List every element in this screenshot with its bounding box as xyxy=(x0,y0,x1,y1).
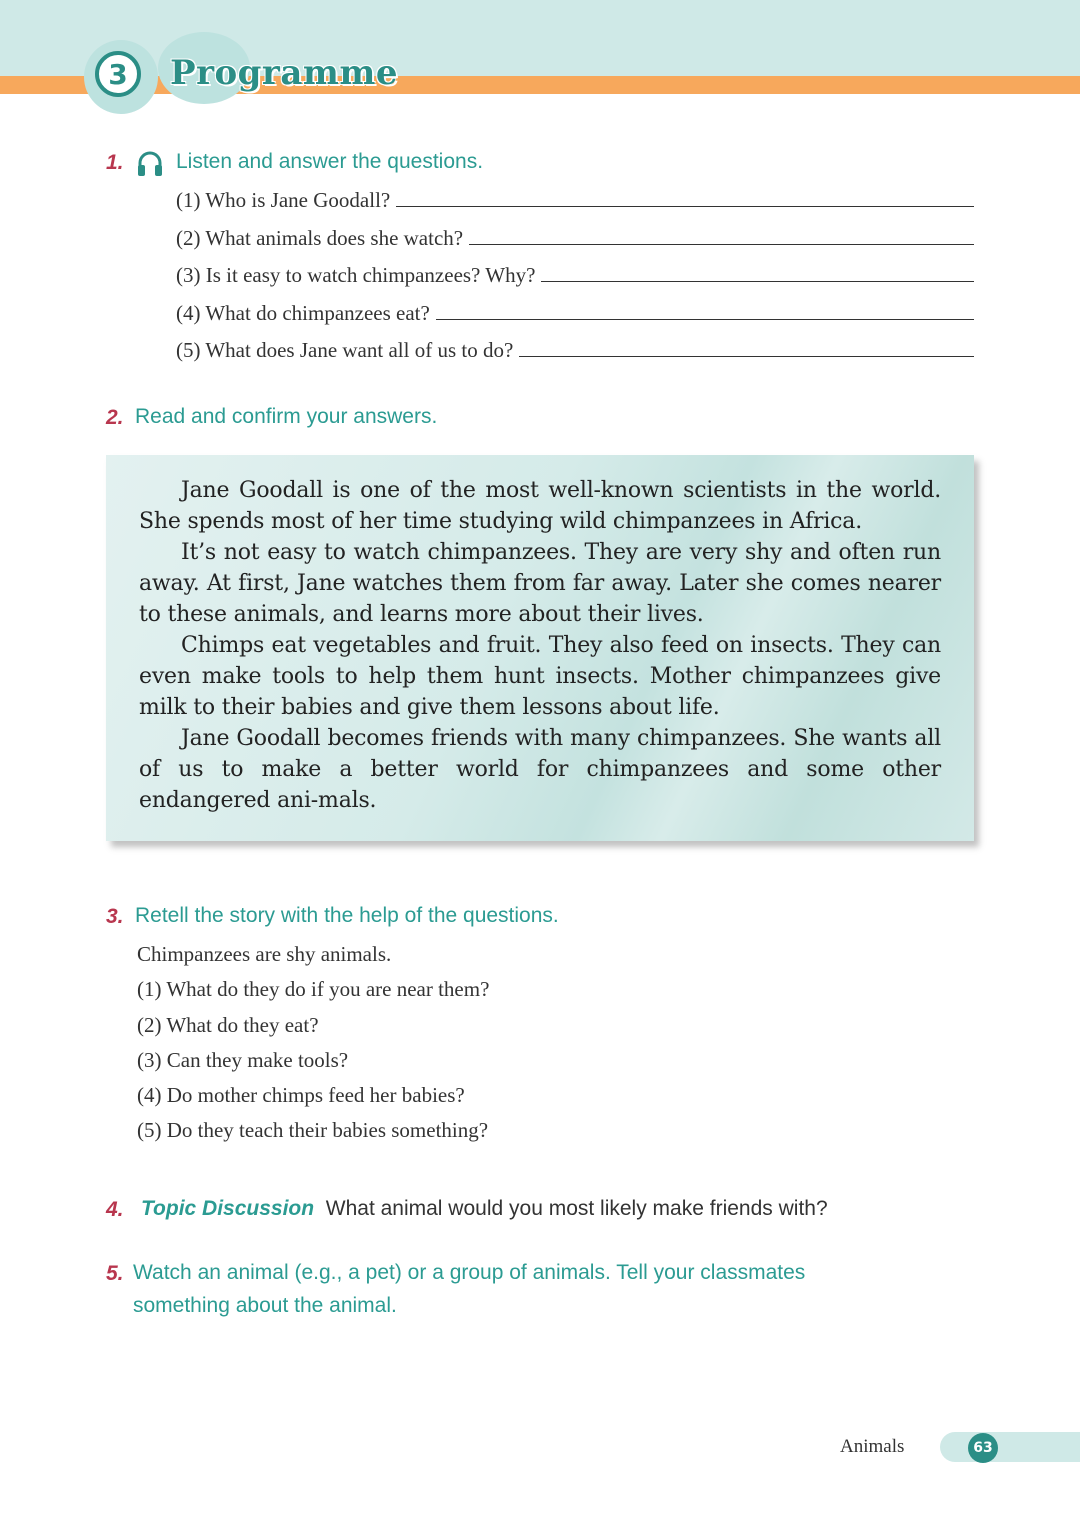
answer-line[interactable] xyxy=(469,230,974,245)
question-row xyxy=(176,338,974,376)
topic-discussion-label: Topic Discussion xyxy=(141,1197,315,1220)
question-row xyxy=(176,301,974,339)
exercise-1-number: 1. xyxy=(106,151,124,174)
exercise-2-number: 2. xyxy=(106,406,124,429)
answer-line[interactable] xyxy=(541,267,974,282)
exercise-5-number: 5. xyxy=(106,1262,124,1285)
retell-question: (3) Can they make tools? xyxy=(137,1047,349,1072)
question-text: (4) What do chimpanzees eat? xyxy=(176,300,430,325)
passage-paragraph: It’s not easy to watch chimpanzees. They are very shy and often run away. At first, Jane watches them from far away. Later she comes nearer to these animals, and learns more about their lives. xyxy=(139,540,941,627)
exercise-5-instruction xyxy=(133,1257,805,1322)
retell-question: (2) What do they eat? xyxy=(137,1012,319,1037)
exercise-3-instruction: Retell the story with the help of the questions. xyxy=(135,904,559,927)
retell-prompts xyxy=(137,942,489,1154)
listening-questions xyxy=(176,188,974,376)
question-text: (3) Is it easy to watch chimpanzees? Why? xyxy=(176,263,536,287)
exercise-5-line: Watch an animal (e.g., a pet) or a group of animals. Tell your classmates xyxy=(133,1261,806,1284)
question-row xyxy=(176,263,974,301)
exercise-3-number: 3. xyxy=(106,905,124,928)
lesson-number-badge: 3 xyxy=(95,51,141,97)
exercise-2-instruction: Read and confirm your answers. xyxy=(135,405,438,428)
retell-question: (5) Do they teach their babies something? xyxy=(137,1118,489,1143)
footer-band xyxy=(940,1432,1080,1462)
reading-passage-box xyxy=(106,455,974,841)
answer-line[interactable] xyxy=(436,305,974,320)
exercise-4-prompt xyxy=(141,1193,828,1226)
reading-passage xyxy=(139,475,941,816)
passage-paragraph: Chimps eat vegetables and fruit. They also feed on insects. They can even make tools to help them hunt insects. Mother chimpanzees give milk to their babies and give them lessons about life. xyxy=(139,633,941,720)
unit-label: Animals xyxy=(840,1436,905,1457)
retell-question: (1) What do they do if you are near them? xyxy=(137,977,490,1002)
page-title: Programme xyxy=(170,53,398,93)
question-row xyxy=(176,226,974,264)
question-text: (5) What does Jane want all of us to do? xyxy=(176,338,514,362)
exercise-5-line: something about the animal. xyxy=(133,1293,397,1317)
passage-paragraph: Jane Goodall is one of the most well-known scientists in the world. She spends most of her time studying wild chimpanzees in Africa. xyxy=(139,478,941,534)
page-number: 63 xyxy=(968,1433,998,1463)
retell-question: (4) Do mother chimps feed her babies? xyxy=(137,1083,465,1108)
topic-question: What animal would you most likely make friends with? xyxy=(325,1197,828,1220)
exercise-1-instruction: Listen and answer the questions. xyxy=(176,150,484,173)
answer-line[interactable] xyxy=(519,342,974,357)
retell-intro: Chimpanzees are shy animals. xyxy=(137,942,392,966)
question-text: (2) What animals does she watch? xyxy=(176,225,464,250)
exercise-4-number: 4. xyxy=(106,1198,124,1221)
question-text: (1) Who is Jane Goodall? xyxy=(176,188,391,212)
question-row xyxy=(176,188,974,226)
headphones-icon xyxy=(136,150,164,178)
passage-paragraph: Jane Goodall becomes friends with many chimpanzees. She wants all of us to make a better world for chimpanzees and some other endangered ani-mals. xyxy=(139,726,941,813)
answer-line[interactable] xyxy=(396,192,974,207)
